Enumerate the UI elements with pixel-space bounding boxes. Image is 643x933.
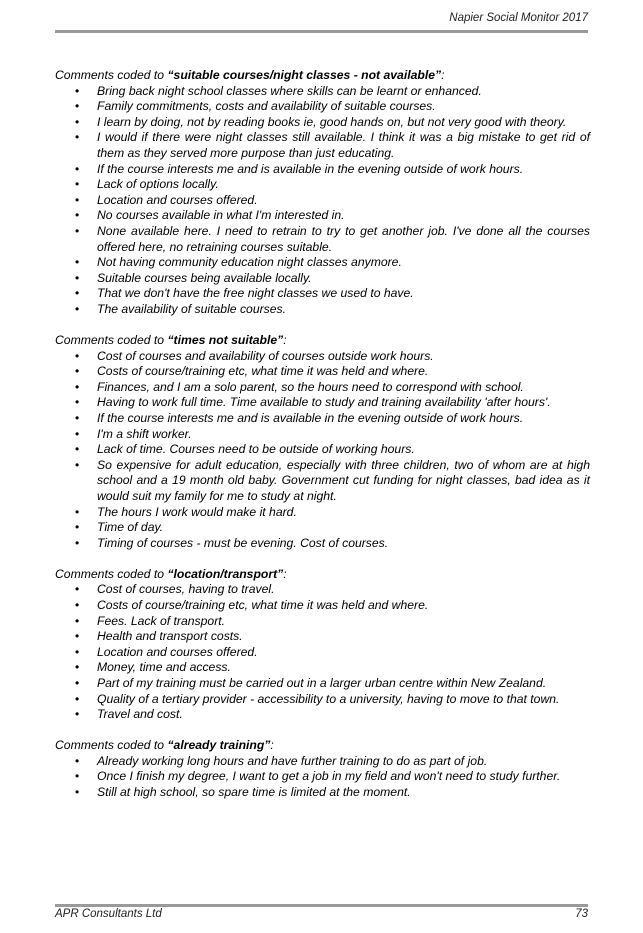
list-item — [55, 520, 590, 536]
header-rule — [55, 30, 588, 33]
document-body — [55, 68, 590, 816]
comment-text: If the course interests me and is available in the evening outside of work hours. — [97, 161, 524, 176]
section-topic: “suitable courses/night classes - not available” — [167, 68, 442, 82]
list-item — [55, 115, 590, 131]
bullet-icon: • — [75, 114, 80, 129]
comment-section — [55, 68, 590, 318]
bullet-icon: • — [75, 520, 80, 535]
section-heading — [55, 68, 590, 84]
list-item — [55, 349, 590, 365]
comment-text: Cost of courses and availability of courses outside work hours. — [97, 348, 434, 363]
section-topic: “location/transport” — [167, 566, 284, 581]
comment-section — [55, 738, 590, 800]
bullet-icon: • — [75, 504, 80, 519]
list-item — [55, 130, 590, 161]
list-item — [55, 208, 590, 224]
section-heading — [55, 333, 590, 349]
comment-text: Costs of course/training etc, what time it was held and where. — [97, 598, 429, 612]
bullet-icon: • — [75, 629, 80, 644]
comment-text: Quality of a tertiary provider - accessibility to a university, having to move to that town. — [97, 691, 560, 706]
comment-text: Lack of time. Courses need to be outside of working hours. — [97, 442, 415, 457]
section-heading-suffix: : — [441, 68, 445, 82]
list-item — [55, 271, 590, 287]
comment-text: Location and courses offered. — [97, 644, 258, 659]
list-item — [55, 364, 590, 380]
bullet-icon: • — [75, 177, 80, 192]
footer-company: APR Consultants Ltd — [55, 908, 162, 920]
bullet-icon: • — [75, 255, 80, 270]
comment-list — [55, 349, 590, 552]
bullet-icon: • — [75, 379, 80, 394]
bullet-icon: • — [75, 660, 80, 675]
list-item — [55, 380, 590, 396]
list-item — [55, 177, 590, 193]
comment-text: If the course interests me and is available in the evening outside of work hours. — [97, 410, 524, 425]
bullet-icon: • — [75, 675, 80, 690]
list-item — [55, 286, 590, 302]
list-item — [55, 536, 590, 552]
comment-text: Once I finish my degree, I want to get a job in my field and won't need to study further. — [97, 769, 561, 784]
comment-text: I would if there were night classes still available. I think it was a big mistake to get rid of them as they served more purpose than just educating. — [97, 130, 590, 160]
bullet-icon: • — [75, 691, 80, 706]
comment-text: Timing of courses - must be evening. Cost of courses. — [97, 535, 389, 550]
bullet-icon: • — [75, 769, 80, 784]
comment-text: Time of day. — [97, 520, 164, 535]
list-item — [55, 255, 590, 271]
comment-list — [55, 84, 590, 318]
section-heading-suffix: : — [283, 333, 287, 347]
comment-text: I learn by doing, not by reading books ie, good hands on, but not very good with theory. — [97, 114, 567, 129]
section-topic: “already training” — [167, 738, 271, 753]
list-item — [55, 193, 590, 209]
list-item — [55, 785, 590, 801]
bullet-icon: • — [75, 613, 80, 628]
page-footer — [55, 908, 588, 924]
comment-text: Cost of courses, having to travel. — [97, 582, 275, 597]
bullet-icon: • — [75, 395, 80, 410]
bullet-icon: • — [75, 348, 80, 363]
list-item — [55, 676, 590, 692]
comment-text: Family commitments, costs and availability of suitable courses. — [97, 99, 436, 114]
list-item — [55, 84, 590, 100]
list-item — [55, 692, 590, 708]
bullet-icon: • — [75, 598, 80, 612]
list-item — [55, 224, 590, 255]
section-heading — [55, 738, 590, 754]
section-heading-prefix: Comments coded to — [55, 68, 168, 82]
section-heading-prefix: Comments coded to — [55, 738, 168, 753]
list-item — [55, 769, 590, 785]
list-item — [55, 99, 590, 115]
bullet-icon: • — [75, 99, 80, 114]
comment-text: Fees. Lack of transport. — [97, 613, 226, 628]
list-item — [55, 645, 590, 661]
list-item — [55, 598, 590, 614]
list-item — [55, 754, 590, 770]
bullet-icon: • — [75, 286, 80, 301]
bullet-icon: • — [75, 644, 80, 659]
section-heading-prefix: Comments coded to — [55, 566, 168, 581]
bullet-icon: • — [75, 83, 80, 98]
bullet-icon: • — [75, 442, 80, 457]
comment-text: Not having community education night classes anymore. — [97, 255, 402, 270]
list-item — [55, 505, 590, 521]
list-item — [55, 162, 590, 178]
comment-text: Still at high school, so spare time is limited at the moment. — [97, 785, 411, 800]
footer-rule — [55, 904, 588, 907]
comment-list — [55, 754, 590, 801]
bullet-icon: • — [75, 785, 80, 800]
comment-text: Suitable courses being available locally. — [97, 270, 312, 285]
section-heading-prefix: Comments coded to — [55, 333, 168, 347]
list-item — [55, 395, 590, 411]
bullet-icon: • — [75, 130, 80, 145]
list-item — [55, 411, 590, 427]
comment-text: Travel and cost. — [97, 707, 183, 722]
bullet-icon: • — [75, 208, 80, 223]
list-item — [55, 427, 590, 443]
comment-text: Finances, and I am a solo parent, so the hours need to correspond with school. — [97, 379, 524, 394]
section-heading — [55, 567, 590, 583]
list-item — [55, 629, 590, 645]
bullet-icon: • — [75, 535, 80, 550]
bullet-icon: • — [75, 457, 80, 472]
list-item — [55, 302, 590, 318]
comment-text: Money, time and access. — [97, 660, 231, 675]
comment-section — [55, 333, 590, 551]
comment-text: The availability of suitable courses. — [97, 301, 287, 316]
comment-text: Lack of options locally. — [97, 177, 219, 192]
comment-text: Costs of course/training etc, what time it was held and where. — [97, 364, 429, 379]
list-item — [55, 614, 590, 630]
list-item — [55, 442, 590, 458]
comment-text: Part of my training must be carried out in a larger urban centre within New Zealand. — [97, 675, 547, 690]
bullet-icon: • — [75, 161, 80, 176]
comment-text: None available here. I need to retrain to try to get another job. I've done all the courses offered here, no retraining courses suitable. — [97, 223, 590, 254]
bullet-icon: • — [75, 426, 80, 441]
list-item — [55, 458, 590, 505]
bullet-icon: • — [75, 364, 80, 379]
bullet-icon: • — [75, 753, 80, 768]
bullet-icon: • — [75, 707, 80, 722]
bullet-icon: • — [75, 301, 80, 316]
comment-text: Bring back night school classes where skills can be learnt or enhanced. — [97, 83, 482, 98]
comment-text: So expensive for adult education, especially with three children, two of whom are at high school and a 19 month old baby. Government cut funding for night classes, bad idea as it would suit my family for me to study at night. — [97, 457, 590, 503]
list-item — [55, 660, 590, 676]
bullet-icon: • — [75, 192, 80, 207]
section-heading-suffix: : — [283, 566, 287, 581]
bullet-icon: • — [75, 410, 80, 425]
comment-text: Already working long hours and have further training to do as part of job. — [97, 753, 488, 768]
comment-text: That we don't have the free night classes we used to have. — [97, 286, 414, 301]
comment-list — [55, 582, 590, 722]
section-topic: “times not suitable” — [167, 333, 284, 347]
comment-text: Location and courses offered. — [97, 192, 258, 207]
bullet-icon: • — [75, 223, 80, 238]
comment-text: Health and transport costs. — [97, 629, 243, 644]
page-number: 73 — [575, 908, 588, 920]
bullet-icon: • — [75, 582, 80, 597]
list-item — [55, 707, 590, 723]
list-item — [55, 582, 590, 598]
page-header: Napier Social Monitor 2017 — [449, 12, 588, 24]
comment-text: Having to work full time. Time available to study and training availability 'after hours'. — [97, 395, 551, 410]
comment-text: I'm a shift worker. — [97, 426, 192, 441]
comment-section — [55, 567, 590, 723]
comment-text: No courses available in what I'm interested in. — [97, 208, 345, 223]
section-heading-suffix: : — [270, 738, 274, 753]
bullet-icon: • — [75, 270, 80, 285]
comment-text: The hours I work would make it hard. — [97, 504, 297, 519]
